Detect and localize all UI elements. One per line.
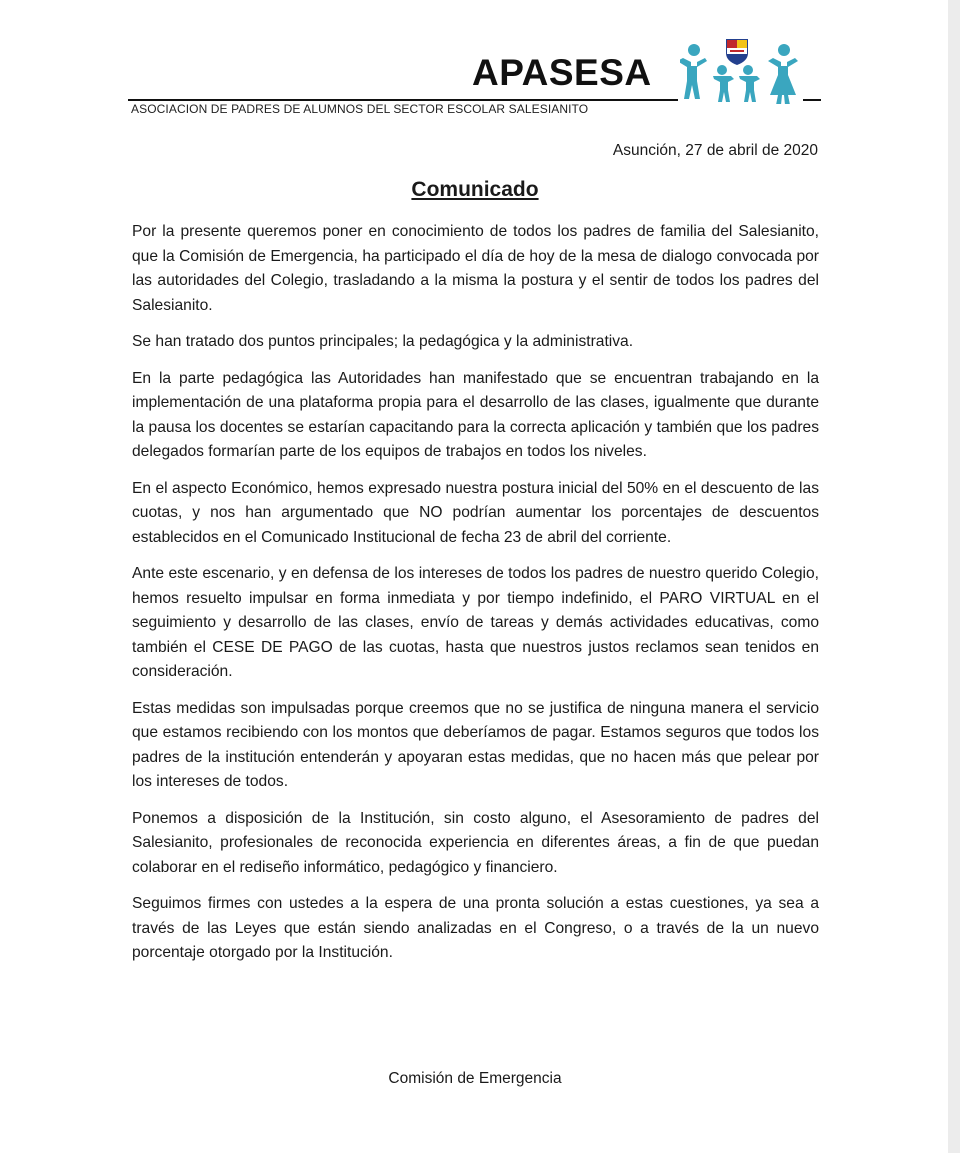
letter-body — [132, 220, 819, 978]
letter-date: Asunción, 27 de abril de 2020 — [612, 142, 818, 159]
paragraph: Ponemos a disposición de la Institución, sin costo alguno, el Asesoramiento de padres del Salesianito, profesionales de reconocida experiencia en diferentes áreas, a fin de que puedan colaborar en el rediseño informático, pedagógico y financiero. — [132, 809, 819, 876]
paragraph: Se han tratado dos puntos principales; la pedagógica y la administrativa. — [132, 333, 634, 350]
paragraph: Estas medidas son impulsadas porque creemos que no se justifica de ninguna manera el servicio que estamos recibiendo con los montos que deberíamos de pagar. Estamos seguros que todos los padres de la institución entenderán y apoyaran estas medidas, que no hacen más que pelear por los intereses de todos. — [132, 699, 819, 790]
page-edge-strip — [948, 0, 960, 1153]
paragraph: Por la presente queremos poner en conocimiento de todos los padres de familia del Salesianito, que la Comisión de Emergencia, ha participado el día de hoy de la mesa de dialogo convocada por las autoridades del Colegio, trasladando a la misma la postura y el sentir de todos los padres del Salesianito. — [132, 223, 819, 314]
signature: Comisión de Emergencia — [388, 1070, 562, 1087]
association-subtitle: ASOCIACION DE PADRES DE ALUMNOS DEL SECTOR ESCOLAR SALESIANITO — [131, 102, 589, 116]
paragraph: Seguimos firmes con ustedes a la espera de una pronta solución a estas cuestiones, ya sea a través de las Leyes que están siendo analizadas en el Congreso, o a través de la un nuevo porcentaje otorgado por la Institución. — [132, 895, 819, 961]
family-logo-icon — [680, 38, 802, 104]
letterhead — [0, 0, 960, 116]
shield-icon — [726, 39, 748, 65]
paragraph: Ante este escenario, y en defensa de los intereses de todos los padres de nuestro querido Colegio, hemos resuelto impulsar en forma inmediata y por tiempo indefinido, el PARO VIRTUAL en el seguimiento y desarrollo de las clases, envío de tareas y demás actividades educativas, como también el CESE DE PAGO de las cuotas, hasta que nuestros justos reclamos sean tenidos en consideración. — [132, 565, 819, 680]
paragraph: En la parte pedagógica las Autoridades han manifestado que se encuentran trabajando en la implementación de una plataforma propia para el desarrollo de las clases, igualmente que durante la pausa los docentes se estarían capacitando para la correcta aplicación y también que los padres delegados formarían parte de los equipos de trabajos en todos los niveles. — [132, 369, 819, 460]
paragraph: En el aspecto Económico, hemos expresado nuestra postura inicial del 50% en el descuento de las cuotas, y nos han argumentado que NO podrían aumentar los porcentajes de descuentos establecidos en el Comunicado Institucional de fecha 23 de abril del corriente. — [132, 479, 819, 546]
letterhead-rule — [128, 99, 678, 101]
document-title: Comunicado — [411, 178, 539, 201]
letterhead-rule-end — [803, 99, 821, 101]
brand-name: APASESA — [472, 52, 652, 93]
